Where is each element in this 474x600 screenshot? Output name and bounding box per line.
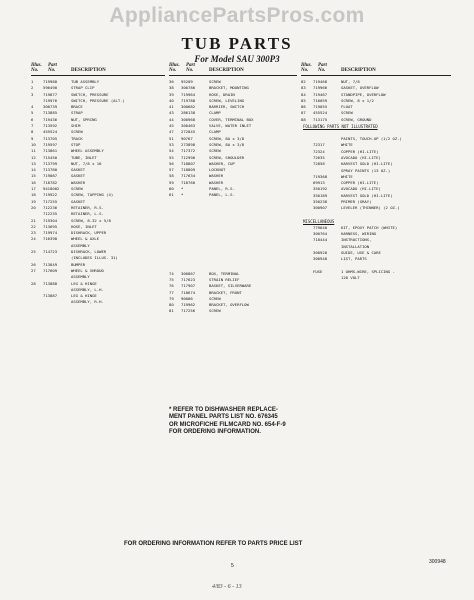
page-number: 5 [231,563,234,569]
part-description: COVER, TERMINAL BOX [209,116,254,122]
illus-no: 59 [169,179,174,185]
part-description: SCREW, 8-32 x 5/8 [71,217,111,223]
part-description: WASHER [209,179,224,185]
rows-column-1 [31,79,165,306]
part-description: SCREW [209,308,221,314]
part-description: SCREW, GROUND [341,116,372,122]
header-part: Part [318,63,327,68]
part-description: KIT, EPOXY PATCH (WHITE) [341,224,398,230]
illus-no: 74 [169,270,174,276]
part-no: 300739 [43,104,58,110]
part-description: ASSEMBLY [71,242,90,248]
part-no: 300907 [313,205,328,211]
header-part-no: No. [48,68,56,73]
part-description: GASKET [71,173,86,179]
part-description: SCREW [209,79,221,84]
illus-no: 28 [31,280,36,286]
part-no: 717256 [181,308,196,314]
parts-row [301,205,451,211]
illus-no: 40 [169,97,174,103]
part-description: SCREW, 8A x 3/8 [209,141,245,147]
part-description: SPRAY PAINTS (13 OZ.) [341,167,391,173]
part-description: PAINTS, TOUCH-UP (1/2 OZ.) [341,136,402,142]
part-description: SCREW, 8A x 3/8 [209,135,245,141]
part-description: SCREW [209,148,221,154]
part-no: 596490 [43,85,58,91]
footer-ordering-info: FOR ORDERING INFORMATION REFER TO PARTS PRICE LIST [124,541,303,547]
part-description: TUBE, INLET [71,154,97,160]
illus-no: 18 [31,192,36,198]
part-no: 718674 [181,289,196,295]
part-description: SCREW, LEVELING [209,97,245,103]
illus-no: 47 [169,129,174,135]
part-no: 713887 [43,293,58,299]
part-description: BRACKET, OVERFLOW [209,302,249,308]
part-description: BOX, TERMINAL [209,270,240,276]
illus-no: 6 [31,116,34,122]
part-description: ASSEMBLY, L.H. [71,286,104,292]
illus-no: 79 [169,295,174,301]
illus-no: 7 [31,123,34,129]
rows-column-3c [301,225,451,282]
part-description: HARVEST GOLD (HI-LITE) [341,192,393,198]
note-line: MENT PANEL PARTS LIST NO. 676345 [169,414,278,421]
illus-no: 24 [31,236,36,242]
part-description: LEG & HINGE [71,293,97,299]
illus-no: 75 [169,276,174,282]
illus-no: 56 [169,160,174,166]
part-description: PRIMER (GRAY) [341,199,372,205]
illus-no: 88 [301,116,306,122]
header-description: DESCRIPTION [341,68,376,73]
note-line: * REFER TO DISHWASHER REPLACE- [169,407,278,413]
part-description: GASKET [71,198,86,204]
part-description: RETAINER, R.S. [71,204,104,210]
header-rule [169,75,297,76]
part-description: BUMPER [71,261,86,267]
part-no: 719368 [313,173,328,179]
part-no: 90086 [181,295,193,301]
part-description: ASSEMBLY, R.H. [71,299,104,305]
header-illus: Illus. [169,63,180,68]
part-no: 716398 [43,236,58,242]
illus-no: 54 [169,148,174,154]
column-header [301,63,451,79]
part-no: 273898 [181,141,196,147]
illus-no: 60 [169,186,174,192]
part-description: STOP [71,141,81,147]
parts-row [169,192,297,198]
illus-no: 22 [31,223,36,229]
part-description: LIST, PARTS [341,256,367,262]
part-no: 300867 [181,270,196,276]
part-no: 719468 [313,79,328,84]
part-description: HOSE, INLET [71,223,97,229]
watermark: AppliancePartsPros.com [109,4,365,27]
part-no: 712235 [43,211,58,217]
illus-no: 86 [301,104,306,110]
part-no: 719877 [43,91,58,97]
part-no: 719966 [313,85,328,91]
part-no: 719976 [43,97,58,103]
illus-no: 77 [169,289,174,295]
part-no: 72635 [313,154,325,160]
part-description: VALVE, WATER INLET [209,123,252,129]
illus-no: 26 [31,261,36,267]
illus-no: 36 [169,79,174,84]
header-rule [31,75,165,76]
illus-no: 57 [169,167,174,173]
illus-no: 8 [31,129,34,135]
model-subtitle: For Model SAU 300P3 [194,54,280,64]
rows-column-3b [301,136,451,212]
part-description: FLOAT [341,104,353,110]
part-description: DISHRACK, LOWER [71,249,107,255]
part-description: WHITE [341,173,353,179]
part-description: COPPER (HI-LITE) [341,180,379,186]
part-no: 713705 [43,135,58,141]
part-description: GASKET [71,167,86,173]
part-description: 1 OHMS-WIRE, SPLICING - [341,268,395,274]
part-description: CLAMP [209,110,221,116]
header-no: No. [169,68,177,73]
part-description: WASHER [71,179,86,185]
part-description: CLAMP [209,129,221,135]
illus-no: 41 [169,104,174,110]
illus-no: 27 [31,267,36,273]
illus-no: 2 [31,85,34,91]
illus-no: 20 [31,204,36,210]
part-description: GUIDE, USE & CARE [341,249,381,255]
illus-no: 17 [31,186,36,192]
part-description: SCREW, 8 x 1/2 [341,97,374,103]
illus-no: 10 [31,141,36,147]
part-no: 713695 [43,223,58,229]
part-no: 719467 [313,91,328,97]
part-description: DISHRACK, UPPER [71,230,107,236]
part-description: NUT, 7/8 [341,79,360,84]
part-no: 713175 [313,116,328,122]
part-description: STANDPIPE, OVERFLOW [341,91,386,97]
illus-no: 84 [301,91,306,97]
part-no: 717634 [181,173,196,179]
illus-no: 53 [169,141,174,147]
part-no: FUSE [313,268,323,274]
part-no: 719964 [181,91,196,97]
part-no: 712990 [181,154,196,160]
part-description: (INCLUDES ILLUS. 31) [71,255,118,261]
part-description: PANEL, R.S. [209,186,235,192]
part-no: 69913 [313,180,325,186]
part-description: WASHER [209,173,224,179]
part-description: HOSE, DRAIN [209,91,235,97]
part-no: 713861 [43,148,58,154]
note-line: FOR ORDERING INFORMATION. [169,429,261,436]
part-description: LEG & HINGE [71,280,97,286]
part-description: HARVEST GOLD (HI-LITE) [341,161,393,167]
part-no: 90767 [181,135,193,141]
part-description: SCREW [71,186,83,192]
part-description: TUB ASSEMBLY [71,79,100,84]
illus-no: 23 [31,230,36,236]
rows-column-2a [169,79,297,199]
part-no: 300786 [181,85,196,91]
part-no: 714723 [43,249,58,255]
illus-no: 87 [301,110,306,116]
part-description: COPPER (HI-LITE) [341,148,379,154]
part-no: 713592 [43,123,58,129]
illus-no: 61 [169,192,174,198]
rows-column-3a [301,79,451,123]
part-description: SWITCH, PRESSURE (ALT.) [71,97,125,103]
section-not-illustrated: FOLLOWING PARTS NOT ILLUSTRATED [303,124,378,130]
part-no: 719988 [43,79,58,84]
header-rule [301,75,451,76]
part-no: 350189 [313,192,328,198]
part-description: ASSEMBLY [71,274,90,280]
part-no: 300948 [313,256,328,262]
part-description: NUT, 7/8 x 16 [71,160,102,166]
note-line: OR MICROFICHE FILMCARD NO. 654-F-9 [169,421,286,428]
part-description: BRACE [71,104,83,110]
part-no: 72324 [313,148,325,154]
part-description: INSTALLATION [341,243,370,249]
part-no: 713888 [43,280,58,286]
column-header [31,63,165,79]
part-description: 120 VOLT [341,275,360,281]
part-no: 713799 [43,160,58,166]
header-part-no: No. [186,68,194,73]
illus-no: 9 [31,135,34,141]
illus-no: 85 [301,97,306,103]
header-illus: Illus. [31,63,42,68]
illus-no: 43 [169,110,174,116]
part-description: STRAIN RELIEF [209,276,240,282]
part-description: AVOCADO (HI-LITE) [341,154,381,160]
document-code: 300948 [429,559,446,565]
illus-no: 81 [169,308,174,314]
illus-no: 45 [169,123,174,129]
parts-column-2 [169,63,297,315]
part-description: LEVELER (THINNER) (2 OZ.) [341,205,400,211]
part-no: 455524 [313,110,328,116]
part-no: 715450 [43,154,58,160]
part-no: 718807 [181,160,196,166]
part-description: WHITE [341,142,353,148]
part-description: RETAINER, L.S. [71,211,104,217]
header-part-no: No. [318,68,326,73]
header-no: No. [301,68,309,73]
illus-no: 76 [169,283,174,289]
parts-row [169,308,297,314]
illus-no: 21 [31,217,36,223]
part-no: 72858 [313,161,325,167]
part-no: 719304 [43,217,58,223]
part-no: 713849 [43,261,58,267]
part-description: SCREW [209,295,221,301]
illus-no: 44 [169,116,174,122]
illus-no: 11 [31,148,36,154]
illus-no: 15 [31,173,36,179]
part-no: 716059 [313,97,328,103]
illus-no: 58 [169,173,174,179]
illus-no: 25 [31,249,36,255]
part-description: GASKET, OVERFLOW [341,85,379,91]
part-description: SWITCH, PRESSURE [71,91,109,97]
part-no: * [181,192,184,198]
illus-no: 4 [31,104,34,110]
header-description: DESCRIPTION [209,68,244,73]
part-no: 719962 [181,302,196,308]
header-illus: Illus. [301,63,312,68]
part-no: 717907 [181,283,196,289]
part-no: 300968 [181,116,196,122]
parts-row [301,275,451,281]
part-description: TRACK [71,135,83,141]
part-description: SCREW [71,129,83,135]
part-no: 9418002 [43,186,60,192]
handwritten-note: 4/83 - 6 - 13 [212,584,242,590]
part-no: 95209 [181,79,193,84]
parts-column-1 [31,63,165,306]
part-no: 72317 [313,142,325,148]
part-description: PANEL, L.S. [209,192,235,198]
illus-no: 3 [31,91,34,97]
part-description: INSTRUCTIONS, [341,237,372,243]
part-no: 713780 [43,167,58,173]
page-title: TUB PARTS [181,34,293,53]
part-no: 718809 [181,167,196,173]
illus-no: 80 [169,302,174,308]
part-no: 717255 [43,198,58,204]
part-description: HARNESS, WIRING [341,230,377,236]
part-no: 718444 [313,237,328,243]
part-no: 350238 [313,199,328,205]
illus-no: 38 [169,85,174,91]
part-no: 300682 [181,104,196,110]
part-no: 717372 [181,148,196,154]
part-no: 300928 [313,249,328,255]
part-no: 350192 [313,186,328,192]
header-description: DESCRIPTION [71,68,106,73]
illus-no: 55 [169,154,174,160]
part-no: 719436 [43,116,58,122]
part-description: SHIM [71,123,81,129]
part-no: 300463 [181,123,196,129]
part-no: 719922 [43,192,58,198]
parts-row [31,299,165,305]
part-description: SCREW, TAPPING (4) [71,192,114,198]
ordering-note [169,407,309,437]
illus-no: 14 [31,167,36,173]
part-no: 713885 [43,110,58,116]
part-no: 779640 [313,224,328,230]
header-part: Part [186,63,195,68]
header-part: Part [48,63,57,68]
illus-no: 82 [301,79,306,84]
part-no: 286138 [181,110,196,116]
part-no: 719055 [313,104,328,110]
illus-no: 16 [31,179,36,185]
part-no: 712236 [43,204,58,210]
part-description: WHEEL ASSEMBLY [71,148,104,154]
illus-no: 51 [169,135,174,141]
part-no: 718760 [181,179,196,185]
part-description: BASKET, SILVERWARE [209,283,252,289]
illus-no: 12 [31,154,36,160]
part-no: 272845 [181,129,196,135]
part-description: STRAP CLIP [71,85,95,91]
part-no: 455524 [43,129,58,135]
part-no: 300764 [313,230,328,236]
part-no: 717623 [181,276,196,282]
header-no: No. [31,68,39,73]
part-no: 719788 [181,97,196,103]
part-description: BARRIER, SWITCH [209,104,245,110]
illus-no: 1 [31,79,34,84]
parts-column-3 [301,63,451,281]
part-description: NUT, SPRING [71,116,97,122]
illus-no: 83 [301,85,306,91]
part-description: WASHER, CUP [209,160,235,166]
part-no: 719974 [43,230,58,236]
part-description: BRACKET, FRONT [209,289,242,295]
part-description: WHEEL & AXLE [71,236,100,242]
section-miscellaneous: MISCELLANEOUS [303,218,335,224]
part-description: SCREW [341,110,353,116]
part-no: 718782 [43,179,58,185]
part-no: 717609 [43,267,58,273]
illus-no: 13 [31,160,36,166]
part-no: * [181,186,184,192]
part-description: LOCKNUT [209,167,226,173]
rows-column-2b [169,271,297,315]
column-header [169,63,297,79]
part-description: WHEEL & SHROUD [71,267,104,273]
part-description: SCREW, SHOULDER [209,154,245,160]
illus-no: 5 [31,110,34,116]
illus-no: 19 [31,198,36,204]
illus-no: 39 [169,91,174,97]
part-no: 719087 [43,173,58,179]
part-description: BRACKET, MOUNTING [209,85,249,91]
part-no: 719597 [43,141,58,147]
part-description: STRAP [71,110,83,116]
part-description: AVOCADO (HI-LITE) [341,186,381,192]
